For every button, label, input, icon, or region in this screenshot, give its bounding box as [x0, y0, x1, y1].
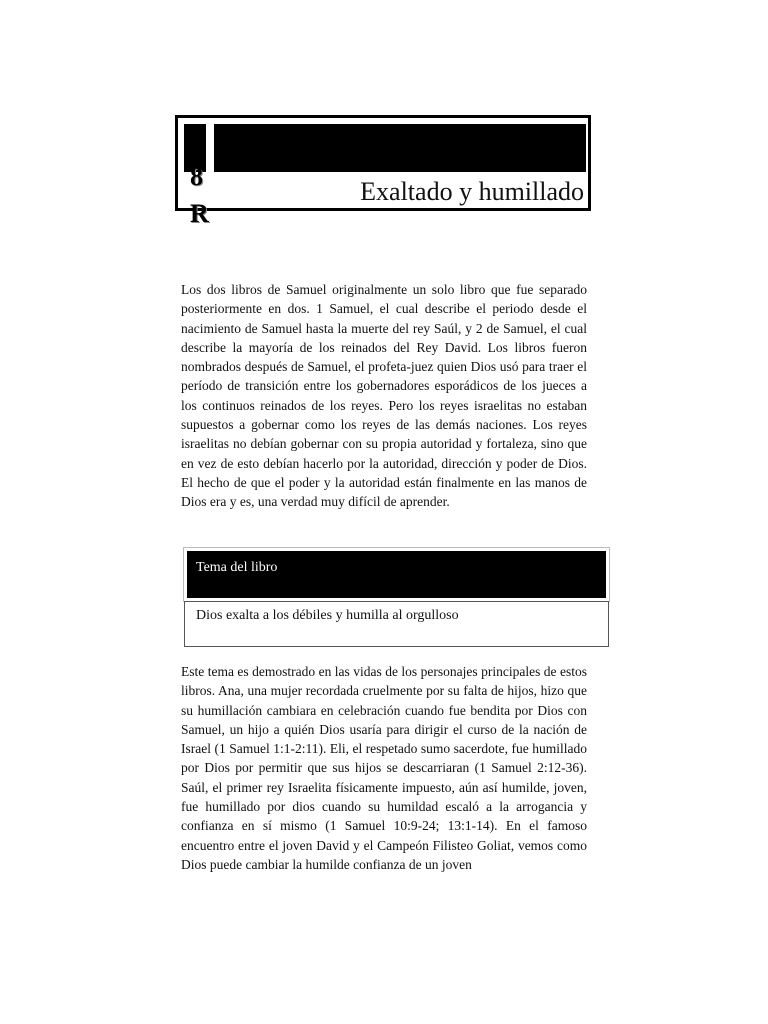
body-paragraph: Este tema es demostrado en las vidas de los personajes principales de estos libros. Ana, una mujer recordada cruelmente por su falta de hijos, hizo que su humillación cambiara en celebración cuando fue bendita por Dios con Samuel, un hijo a quién Dios usaría para dirigir el curso de la nación de Israel (1 Samuel 1:1-2:11). Eli, el respetado sumo sacerdote, fue humillado por Dios por permitir que sus hijos se descarriaran (1 Samuel 2:12-36). Saúl, el primer rey Israelita físicamente impuesto, aún así humilde, joven, fue humillado por dios cuando su humildad escaló a la arrogancia y confianza en sí mismo (1 Samuel 10:9-24; 13:1-14). En el famoso encuentro entre el joven David y el Campeón Filisteo Goliat, vemos como Dios puede cambiar la humilde confianza de un joven [181, 664, 587, 872]
theme-statement: Dios exalta a los débiles y humilla al orgulloso [196, 608, 459, 623]
intro-paragraph: Los dos libros de Samuel originalmente un solo libro que fue separado posteriormente en dos. 1 Samuel, el cual describe el periodo desde el nacimiento de Samuel hasta la muerte del rey Saúl, y 2 de Samuel, el cual describe la mayoría de los reinados del Rey David. Los libros fueron nombrados después de Samuel, el profeta-juez quien Dios usó para traer el período de transición entre los gobernadores esporádicos de los jueces a los continuos reinados de los reyes. Pero los reyes israelitas no estaban supuestos a gobernar como los reyes de las demás naciones. Los reyes israelitas no debían gobernar con su propia autoridad y fortaleza, sino que en vez de esto debían hacerlo por la autoridad, dirección y poder de Dios. El hecho de que el poder y la autoridad están finalmente en las manos de Dios era y es, una verdad muy difícil de aprender. [181, 282, 587, 510]
chapter-letter: R [190, 199, 209, 228]
title-banner-bar [214, 124, 586, 172]
theme-heading: Tema del libro [196, 560, 278, 575]
theme-statement-box [184, 601, 609, 647]
theme-heading-bar [184, 548, 609, 601]
theme-box [184, 548, 609, 647]
chapter-title: Exaltado y humillado [360, 177, 584, 206]
chapter-number: 8 [190, 162, 203, 191]
